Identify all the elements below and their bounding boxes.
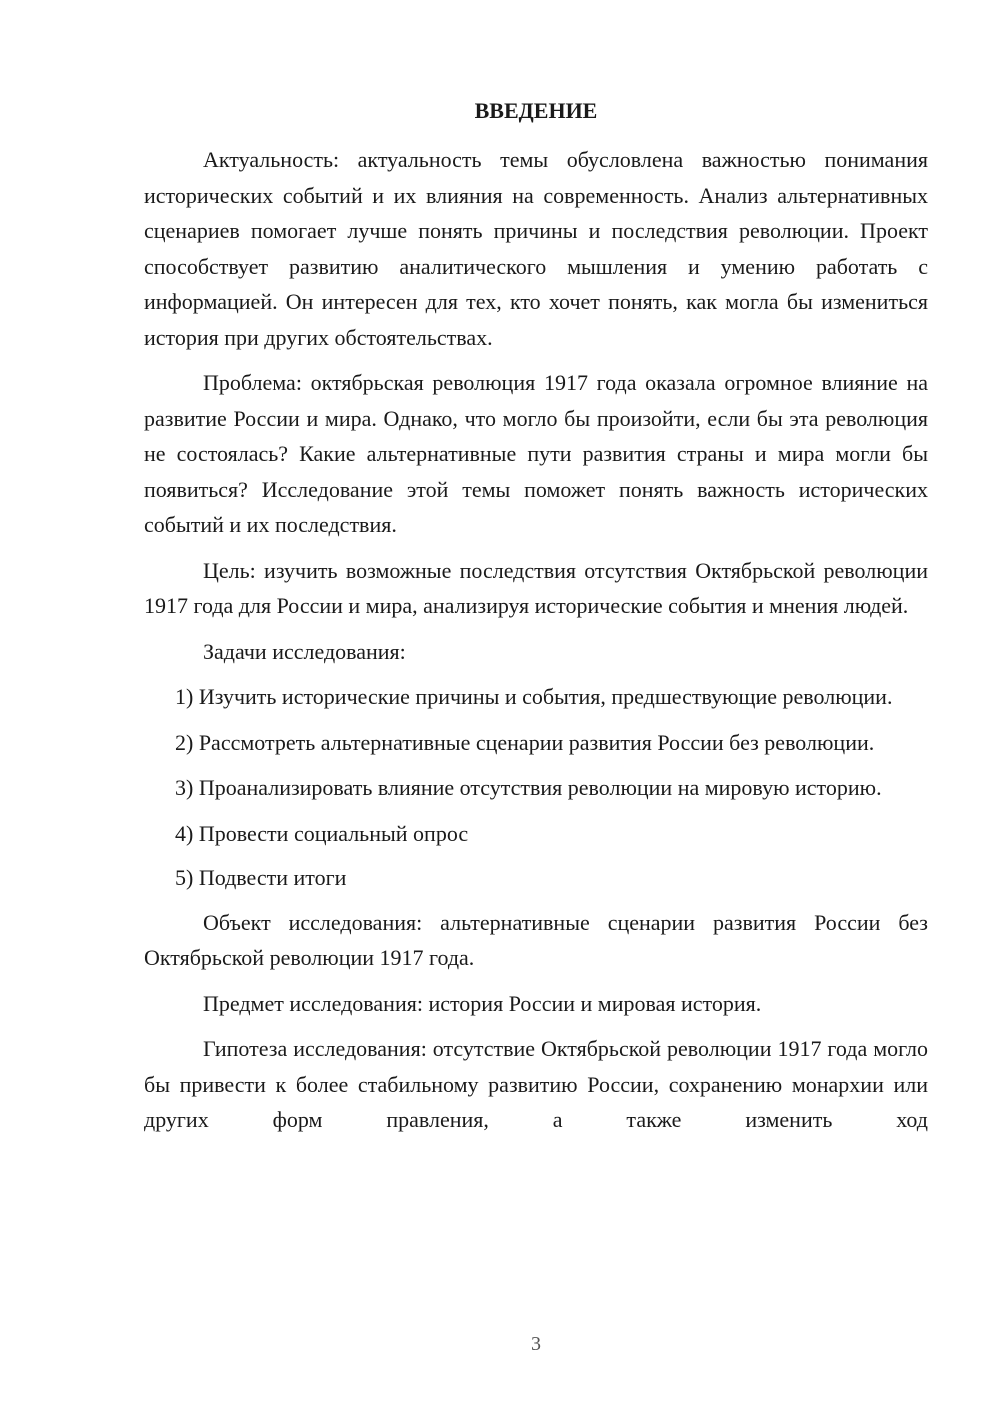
task-item-1: 1) Изучить исторические причины и события, предшествующие революции. xyxy=(175,684,893,709)
page-number: 3 xyxy=(531,1333,541,1355)
goal-paragraph: Цель: изучить возможные последствия отсутствия Октябрьской революции 1917 года для России и мира, анализируя исторические события и мнения людей. xyxy=(144,557,928,618)
tasks-heading: Задачи исследования: xyxy=(203,638,406,664)
task-item-3: 3) Проанализировать влияние отсутствия революции на мировую историю. xyxy=(175,775,882,800)
object-paragraph: Объект исследования: альтернативные сценарии развития России без Октябрьской революции 1917 года. xyxy=(144,909,928,970)
problem-paragraph: Проблема: октябрьская революция 1917 года оказала огромное влияние на развитие России и мира. Однако, что могло бы произойти, если бы эта революция не состоялась? Какие альтернативные пути развития страны и мира могли бы появиться? Исследование этой темы поможет понять важность исторических событий и их последствия. xyxy=(144,370,928,537)
relevance-paragraph: Актуальность: актуальность темы обусловлена важностью понимания исторических событий и их влияния на современность. Анализ альтернативных сценариев помогает лучше понять причины и последствия революции. Проект способствует развитию аналитического мышления и умению работать с информацией. Он интересен для тех, кто хочет понять, как могла бы измениться история при других обстоятельствах. xyxy=(144,147,928,350)
page-content xyxy=(144,94,928,1148)
subject-paragraph: Предмет исследования: история России и мировая история. xyxy=(203,990,762,1016)
hypothesis-paragraph: Гипотеза исследования: отсутствие Октябрьской революции 1917 года могло бы привести к более стабильному развитию России, сохранению монархии или других форм правления, а также изменить ход xyxy=(144,1036,928,1132)
task-item-2: 2) Рассмотреть альтернативные сценарии развития России без революции. xyxy=(175,729,875,755)
section-title: ВВЕДЕНИЕ xyxy=(474,98,598,123)
task-item-4: 4) Провести социальный опрос xyxy=(175,820,469,846)
task-item-5: 5) Подвести итоги xyxy=(175,865,347,890)
